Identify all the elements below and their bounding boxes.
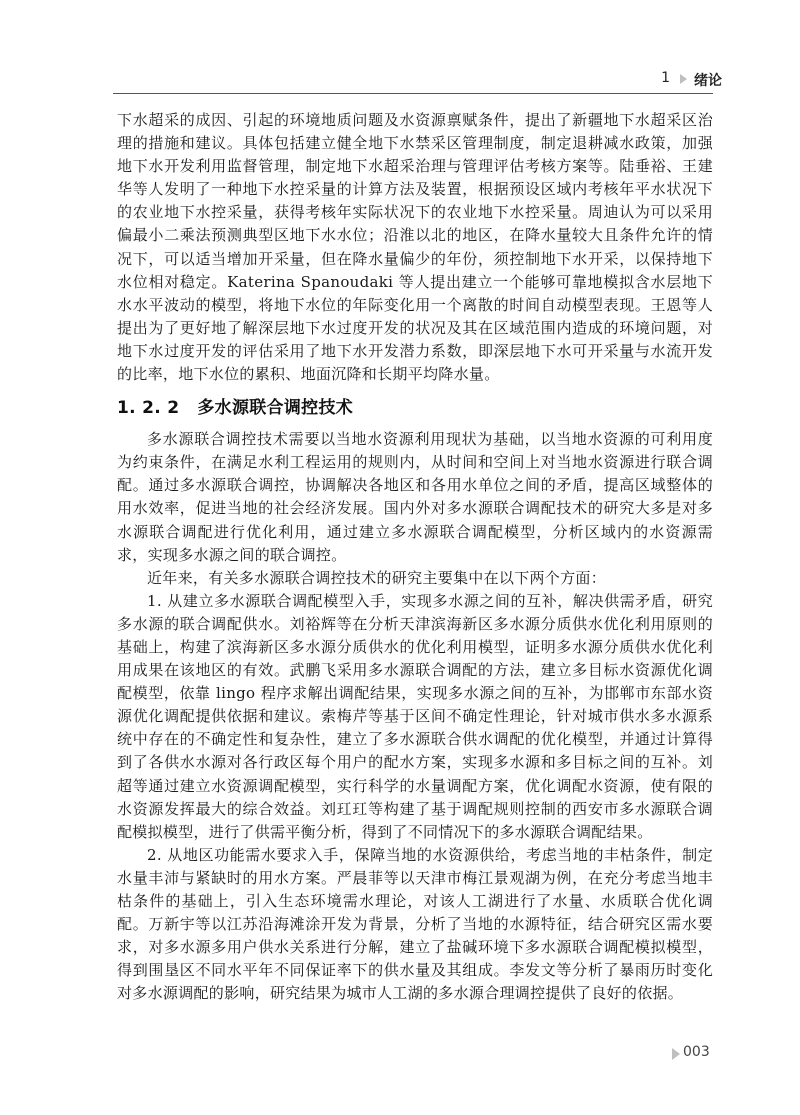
section-heading (117, 394, 713, 422)
section-number: 1. 2. 2 (117, 398, 180, 419)
page-footer (0, 1044, 800, 1064)
body-text (117, 109, 713, 1005)
section-title: 多水源联合调控技术 (197, 398, 354, 419)
running-header (0, 66, 800, 96)
chapter-title: 绪论 (694, 73, 722, 89)
header-triangle-icon (680, 74, 687, 84)
paragraph-continued: 下水超采的成因、引起的环境地质问题及水资源禀赋条件，提出了新疆地下水超采区治理的措施和建议。具体包括建立健全地下水禁采区管理制度，制定退耕减水政策，加强地下水开发利用监督管理，制定地下水超采治理与管理评估考核方案等。陆垂裕、王建华等人发明了一种地下水控采量的计算方法及装置，根据预设区域内考核年平水状况下的农业地下水控采量，获得考核年实际状况下的农业地下水控采量。周迪认为可以采用偏最小二乘法预测典型区地下水水位；沿淮以北的地区，在降水量较大且条件允许的情况下，可以适当增加开采量，但在降水量偏少的年份，须控制地下水开采，以保持地下水位相对稳定。Katerina Spanoudaki 等人提出建立一个能够可靠地模拟含水层地下水水平波动的模型，将地下水位的年际变化用一个离散的时间自动模型表现。王恩等人提出为了更好地了解深层地下水过度开发的状况及其在区域范围内造成的环境问题，对地下水过度开发的评估采用了地下水开发潜力系数，即深层地下水可开采量与水流开发的比率，地下水位的累积、地面沉降和长期平均降水量。 (117, 111, 713, 384)
paragraph: 2. 从地区功能需水要求入手，保障当地的水资源供给，考虑当地的丰枯条件，制定水量丰沛与紧缺时的用水方案。严晨菲等以天津市梅江景观湖为例，在充分考虑当地丰枯条件的基础上，引入生态环境需水理论，对该人工湖进行了水量、水质联合优化调配。万新宇等以江苏沿海滩涂开发为背景，分析了当地的水源特征，结合研究区需水要求，对多水源多用户供水关系进行分解，建立了盐碱环境下多水源联合调配模拟模型，得到围垦区不同水平年不同保证率下的供水量及其组成。李发文等分析了暴雨历时变化对多水源调配的影响，研究结果为城市人工湖的多水源合理调控提供了良好的依据。 (117, 845, 713, 1003)
page-number: 003 (683, 1044, 710, 1060)
paragraph: 多水源联合调控技术需要以当地水资源利用现状为基础，以当地水资源的可利用度为约束条件，在满足水利工程运用的规则内，从时间和空间上对当地水资源进行联合调配。通过多水源联合调控，协调解决各地区和各用水单位之间的矛盾，提高区域整体的用水效率，促进当地的社会经济发展。国内外对多水源联合调配技术的研究大多是对多水源联合调配进行优化利用，通过建立多水源联合调配模型，分析区域内的水资源需求，实现多水源之间的联合调控。 (117, 430, 713, 564)
paragraph: 1. 从建立多水源联合调配模型入手，实现多水源之间的互补，解决供需矛盾，研究多水源的联合调配供水。刘裕辉等在分析天津滨海新区多水源分质供水优化利用原则的基础上，构建了滨海新区多水源分质供水的优化利用模型，证明多水源分质供水优化利用成果在该地区的有效。武鹏飞采用多水源联合调配的方法，建立多目标水资源优化调配模型，依靠 lingo 程序求解出调配结果，实现多水源之间的互补，为邯郸市东部水资源优化调配提供依据和建议。索梅芹等基于区间不确定性理论，针对城市供水多水源系统中存在的不确定性和复杂性，建立了多水源联合供水调配的优化模型，并通过计算得到了各供水水源对各行政区每个用户的配水方案，实现多水源和多目标之间的互补。刘超等通过建立水资源调配模型，实行科学的水量调配方案，优化调配水资源，使有限的水资源发挥最大的综合效益。刘玒玒等构建了基于调配规则控制的西安市多水源联合调配模拟模型，进行了供需平衡分析，得到了不同情况下的多水源联合调配结果。 (117, 591, 713, 841)
footer-triangle-icon (672, 1048, 680, 1060)
header-rule (113, 93, 713, 94)
paragraph: 近年来，有关多水源联合调控技术的研究主要集中在以下两个方面： (147, 568, 607, 587)
chapter-number: 1 (661, 70, 670, 86)
